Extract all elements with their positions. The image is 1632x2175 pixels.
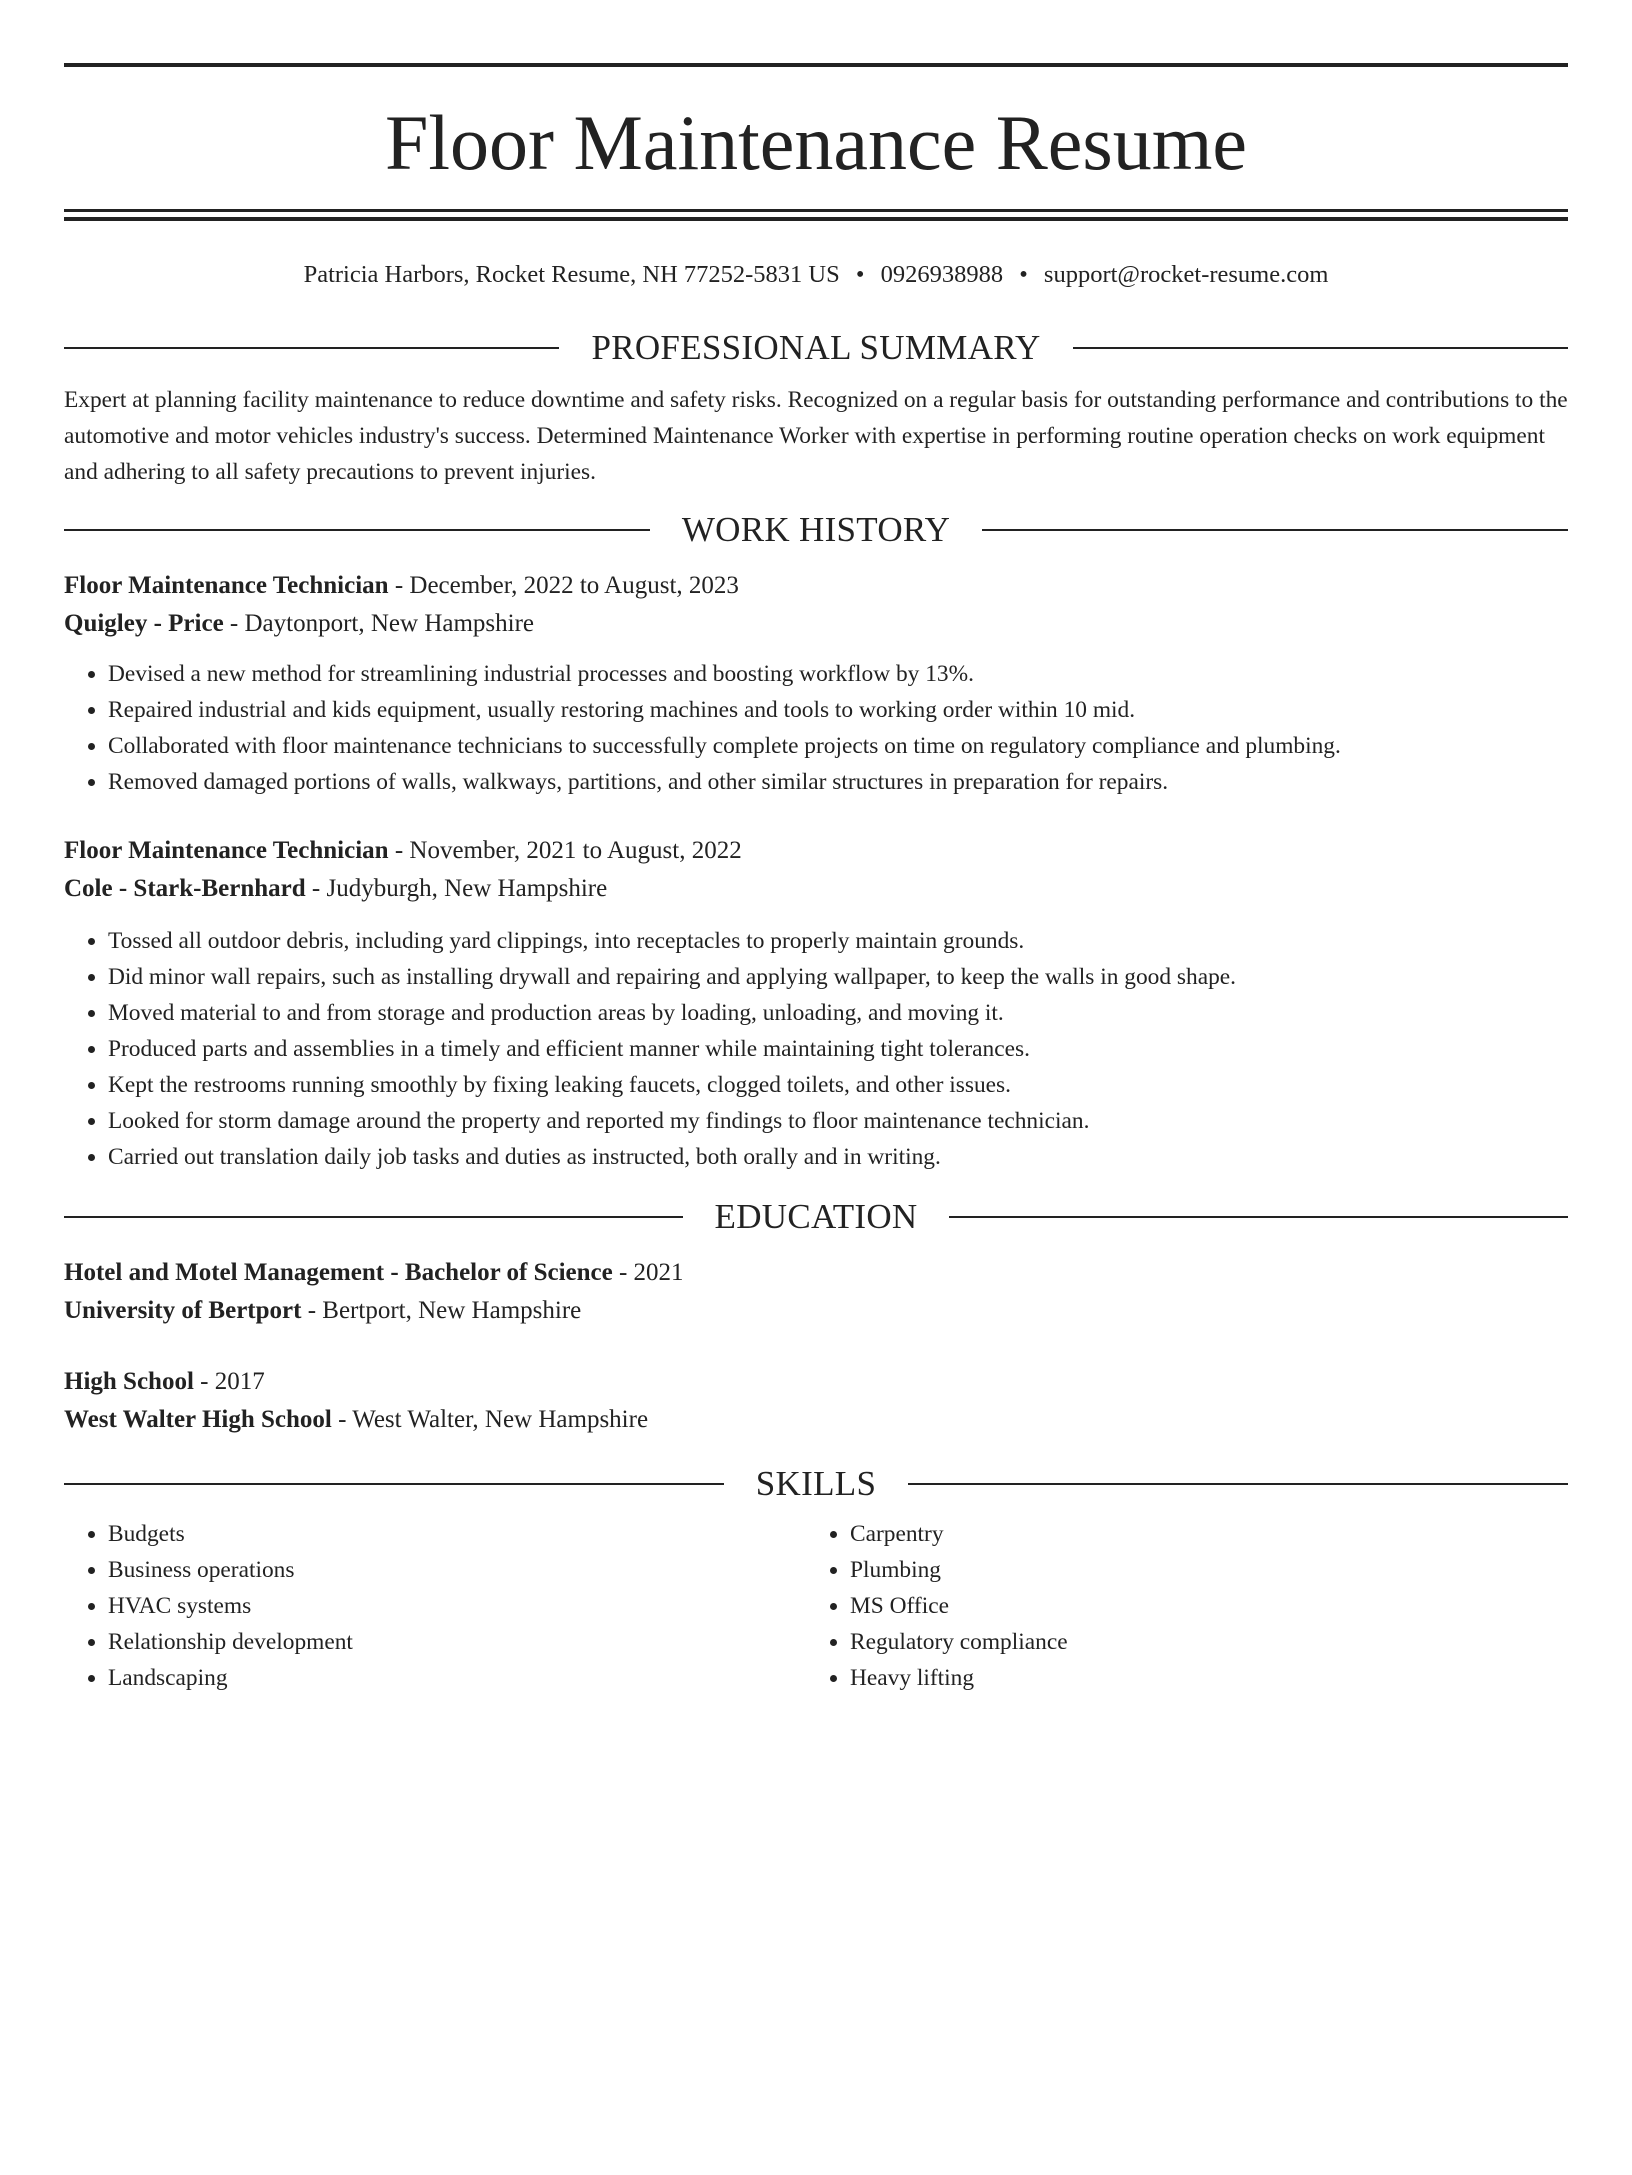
list-item: • Did minor wall repairs, such as installing drywall and repairing and applying wallpaper, to keep the walls in good shape.: [108, 959, 1568, 995]
school-location: - Bertport, New Hampshire: [301, 1297, 582, 1324]
list-item: • Kept the restrooms running smoothly by fixing leaking faucets, clogged toilets, and other issues.: [108, 1067, 1568, 1103]
job-dates: - November, 2021 to August, 2022: [388, 837, 742, 864]
job-entry: [64, 832, 1568, 1175]
job-title: Floor Maintenance Technician: [64, 837, 389, 864]
degree: High School: [64, 1368, 194, 1395]
school-line: [64, 1292, 1568, 1330]
summary-text: Expert at planning facility maintenance to reduce downtime and safety risks. Recognized on a regular basis for outstanding performance and contributions to the automotive and motor vehicles industry's success. Determined Maintenance Worker with expertise in performing routine operation checks on work equipment and adhering to all safety precautions to prevent injuries.: [64, 387, 1568, 485]
skill-item: • Relationship development: [108, 1624, 806, 1660]
skills-grid: [64, 1516, 1568, 1696]
resume-page: [0, 63, 1632, 2175]
section-heading-summary: [64, 328, 1568, 368]
job-dates: - December, 2022 to August, 2023: [388, 572, 739, 599]
job-company: Cole - Stark-Bernhard: [64, 875, 306, 902]
school-line: [64, 1401, 1568, 1439]
list-item: • Devised a new method for streamlining industrial processes and boosting workflow by 13%.: [108, 656, 1568, 692]
contact-email[interactable]: support@rocket-resume.com: [1043, 261, 1329, 288]
list-item: • Repaired industrial and kids equipment, usually restoring machines and tools to working order within 10 mid.: [108, 692, 1568, 728]
job-title-line: [64, 832, 1568, 870]
degree-line: [64, 1254, 1568, 1292]
job-bullet-list: [64, 923, 1568, 1175]
list-item: • Produced parts and assemblies in a timely and efficient manner while maintaining tight tolerances.: [108, 1031, 1568, 1067]
heading-rule-right: [908, 1483, 1568, 1485]
school-location: - West Walter, New Hampshire: [331, 1406, 649, 1433]
education-entry: [64, 1363, 1568, 1439]
job-location: - Judyburgh, New Hampshire: [305, 875, 608, 902]
heading-rule-right: [1073, 347, 1568, 349]
section-heading-work: [64, 510, 1568, 550]
skills-column-right: [806, 1516, 1548, 1696]
heading-rule-left: [64, 347, 559, 349]
contact-line: [64, 255, 1568, 295]
degree-year: - 2021: [612, 1259, 684, 1286]
skill-item: • Heavy lifting: [850, 1660, 1548, 1696]
heading-rule-right: [982, 529, 1568, 531]
heading-rule-left: [64, 1216, 683, 1218]
school: West Walter High School: [64, 1406, 332, 1433]
degree-year: - 2017: [193, 1368, 265, 1395]
list-item: • Removed damaged portions of walls, walkways, partitions, and other similar structures in preparation for repairs.: [108, 764, 1568, 800]
list-item: • Carried out translation daily job tasks and duties as instructed, both orally and in writing.: [108, 1139, 1568, 1175]
contact-address: Patricia Harbors, Rocket Resume, NH 77252-5831 US: [303, 261, 840, 288]
list-item: • Moved material to and from storage and production areas by loading, unloading, and moving it.: [108, 995, 1568, 1031]
section-title: WORK HISTORY: [681, 510, 951, 549]
list-item: • Collaborated with floor maintenance technicians to successfully complete projects on time on regulatory compliance and plumbing.: [108, 728, 1568, 764]
skill-item: • Carpentry: [850, 1516, 1548, 1552]
job-title: Floor Maintenance Technician: [64, 572, 389, 599]
resume-title: Floor Maintenance Resume: [384, 99, 1248, 186]
heading-rule-right: [949, 1216, 1568, 1218]
skill-item: • HVAC systems: [108, 1588, 806, 1624]
school: University of Bertport: [64, 1297, 302, 1324]
section-heading-skills: [64, 1464, 1568, 1504]
job-location: - Daytonport, New Hampshire: [223, 610, 535, 637]
skill-item: • Business operations: [108, 1552, 806, 1588]
job-company-line: [64, 870, 1568, 908]
education-entry: [64, 1254, 1568, 1330]
job-company: Quigley - Price: [64, 610, 224, 637]
job-bullet-list: [64, 656, 1568, 800]
section-title: PROFESSIONAL SUMMARY: [591, 328, 1041, 367]
degree: Hotel and Motel Management - Bachelor of Science: [64, 1259, 613, 1286]
job-title-line: [64, 567, 1568, 605]
skill-item: • MS Office: [850, 1588, 1548, 1624]
contact-separator: •: [1019, 261, 1028, 288]
header-top-rule: [64, 63, 1568, 67]
heading-rule-left: [64, 529, 650, 531]
job-entry: [64, 567, 1568, 800]
list-item: • Tossed all outdoor debris, including yard clippings, into receptacles to properly maintain grounds.: [108, 923, 1568, 959]
header-double-rule: [64, 209, 1568, 221]
skill-item: • Plumbing: [850, 1552, 1548, 1588]
job-company-line: [64, 605, 1568, 643]
contact-phone: 0926938988: [880, 261, 1004, 288]
list-item: • Looked for storm damage around the property and reported my findings to floor maintenance technician.: [108, 1103, 1568, 1139]
skill-item: • Regulatory compliance: [850, 1624, 1548, 1660]
section-title: SKILLS: [755, 1464, 877, 1503]
heading-rule-left: [64, 1483, 724, 1485]
skill-item: • Landscaping: [108, 1660, 806, 1696]
skills-column-left: [64, 1516, 806, 1696]
degree-line: [64, 1363, 1568, 1401]
contact-separator: •: [855, 261, 865, 288]
section-title: EDUCATION: [714, 1197, 918, 1236]
section-heading-education: [64, 1197, 1568, 1237]
skill-item: • Budgets: [108, 1516, 806, 1552]
